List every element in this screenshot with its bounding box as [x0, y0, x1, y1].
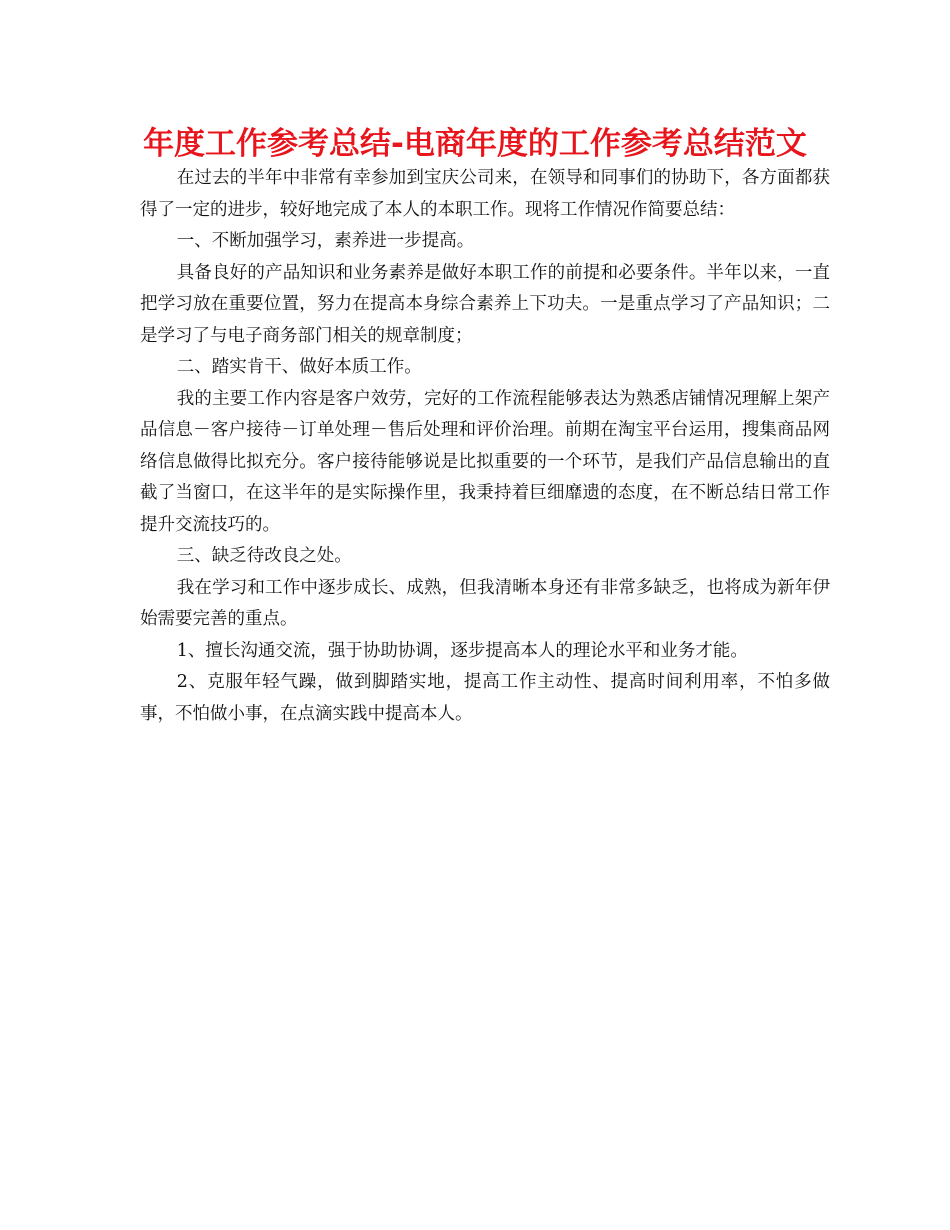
section-heading-1: 一、不断加强学习，素养进一步提高。 — [176, 231, 475, 251]
document-title: 年度工作参考总结-电商年度的工作参考总结范文 — [143, 126, 807, 162]
paragraph-intro: 在过去的半年中非常有幸参加到宝庆公司来，在领导和同事们的协助下，各方面都获得了一定的进步，较好地完成了本人的本职工作。现将工作情况作简要总结： — [140, 168, 830, 220]
paragraph-section-3: 我在学习和工作中逐步成长、成熟，但我清晰本身还有非常多缺乏，也将成为新年伊始需要完善的重点。 — [140, 577, 830, 629]
section-heading-3: 三、缺乏待改良之处。 — [176, 546, 352, 566]
paragraph-section-1: 具备良好的产品知识和业务素养是做好本职工作的前提和必要条件。半年以来，一直把学习放在重要位置，努力在提高本身综合素养上下功夫。一是重点学习了产品知识；二是学习了与电子商务部门相关的规章制度； — [140, 262, 830, 346]
section-heading-2: 二、踏实肯干、做好本质工作。 — [176, 357, 422, 377]
paragraph-section-2: 我的主要工作内容是客户效劳，完好的工作流程能够表达为熟悉店铺情况理解上架产品信息－客户接待－订单处理－售后处理和评价治理。前期在淘宝平台运用，搜集商品网络信息做得比拟充分。客户接待能够说是比拟重要的一个环节，是我们产品信息输出的直截了当窗口，在这半年的是实际操作里，我秉持着巨细靡遗的态度，在不断总结日常工作提升交流技巧的。 — [140, 388, 830, 535]
list-item-2: 2、克服年轻气躁，做到脚踏实地，提高工作主动性、提高时间利用率，不怕多做事，不怕做小事，在点滴实践中提高本人。 — [140, 672, 830, 724]
document-body — [140, 163, 830, 730]
list-item-1: 1、擅长沟通交流，强于协助协调，逐步提高本人的理论水平和业务才能。 — [176, 640, 748, 661]
